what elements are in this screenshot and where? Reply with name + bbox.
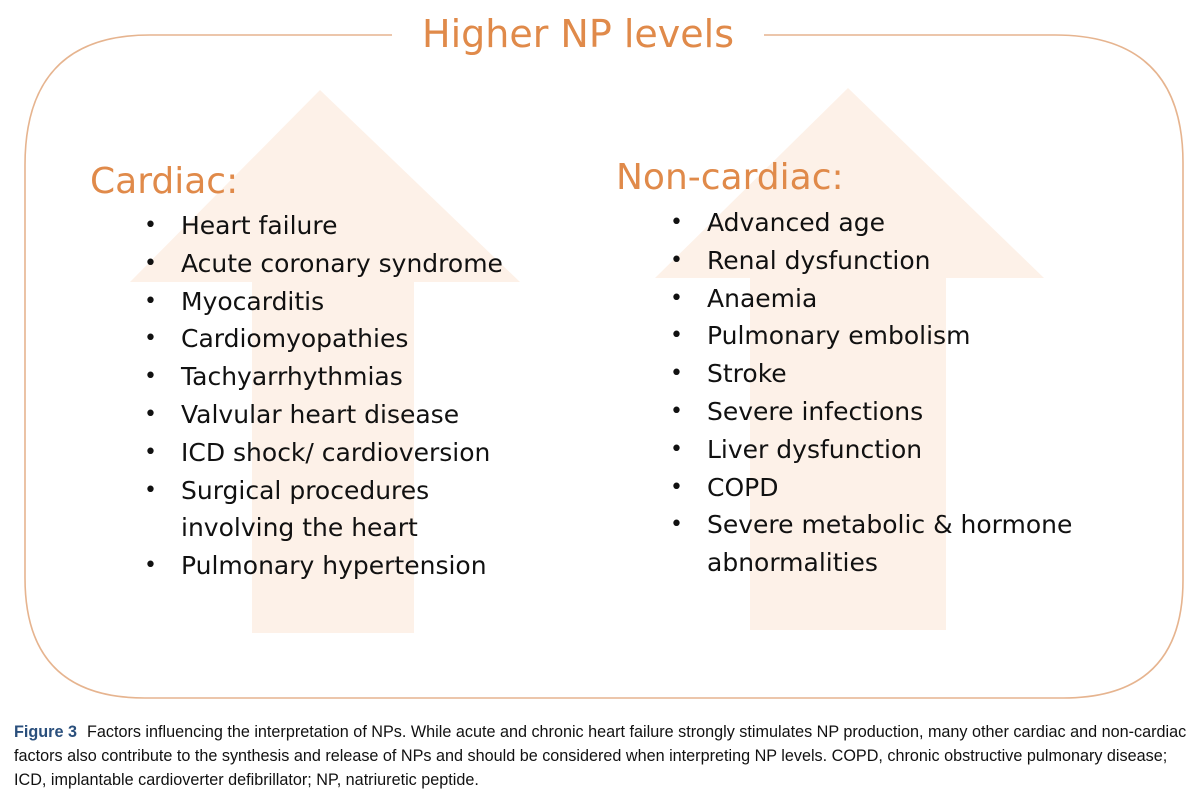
bullet-icon: • (144, 288, 157, 314)
list-item: • Severe metabolic & hormone abnormalities (670, 506, 1110, 582)
figure-caption (14, 720, 1189, 792)
noncardiac-heading: Non-cardiac: (616, 157, 844, 198)
bullet-icon: • (144, 553, 157, 579)
list-item: • Valvular heart disease (144, 396, 564, 434)
bullet-icon: • (670, 247, 683, 273)
figure-label: Figure 3 (14, 723, 77, 741)
bullet-icon: • (670, 323, 683, 349)
list-item: • Severe infections (670, 393, 1110, 431)
list-item: • Pulmonary hypertension (144, 547, 564, 585)
bullet-icon: • (670, 474, 683, 500)
list-item: • Myocarditis (144, 283, 564, 321)
list-item: • Liver dysfunction (670, 431, 1110, 469)
bullet-icon: • (144, 401, 157, 427)
list-item: • ICD shock/ cardioversion (144, 434, 564, 472)
list-item: • COPD (670, 469, 1110, 507)
list-item: • Heart failure (144, 207, 564, 245)
bullet-icon: • (670, 361, 683, 387)
noncardiac-factor-list (670, 204, 1110, 582)
bullet-icon: • (144, 364, 157, 390)
list-item: • Renal dysfunction (670, 242, 1110, 280)
list-item: • Cardiomyopathies (144, 320, 564, 358)
diagram-title: Higher NP levels (392, 8, 764, 60)
bullet-icon: • (144, 439, 157, 465)
list-item: • Anaemia (670, 280, 1110, 318)
bullet-icon: • (144, 250, 157, 276)
bullet-icon: • (144, 326, 157, 352)
list-item: • Tachyarrhythmias (144, 358, 564, 396)
list-item: • Advanced age (670, 204, 1110, 242)
list-item: • Acute coronary syndrome (144, 245, 564, 283)
bullet-icon: • (144, 477, 157, 503)
bullet-icon: • (670, 436, 683, 462)
caption-text: Factors influencing the interpretation of NPs. While acute and chronic heart failure strongly stimulates NP production, many other cardiac and non-cardiac factors also contribute to the synthesis and release of NPs and should be considered when interpreting NP levels. COPD, chronic obstructive pulmonary disease; ICD, implantable cardioverter defibrillator; NP, natriuretic peptide. (14, 723, 1187, 789)
bullet-icon: • (670, 512, 683, 538)
cardiac-factor-list (144, 207, 564, 585)
list-item: • Pulmonary embolism (670, 317, 1110, 355)
bullet-icon: • (670, 398, 683, 424)
bullet-icon: • (670, 210, 683, 235)
bullet-icon: • (144, 213, 157, 238)
list-item: • Surgical procedures involving the heart (144, 472, 564, 548)
cardiac-heading: Cardiac: (90, 161, 239, 202)
list-item: • Stroke (670, 355, 1110, 393)
bullet-icon: • (670, 285, 683, 311)
